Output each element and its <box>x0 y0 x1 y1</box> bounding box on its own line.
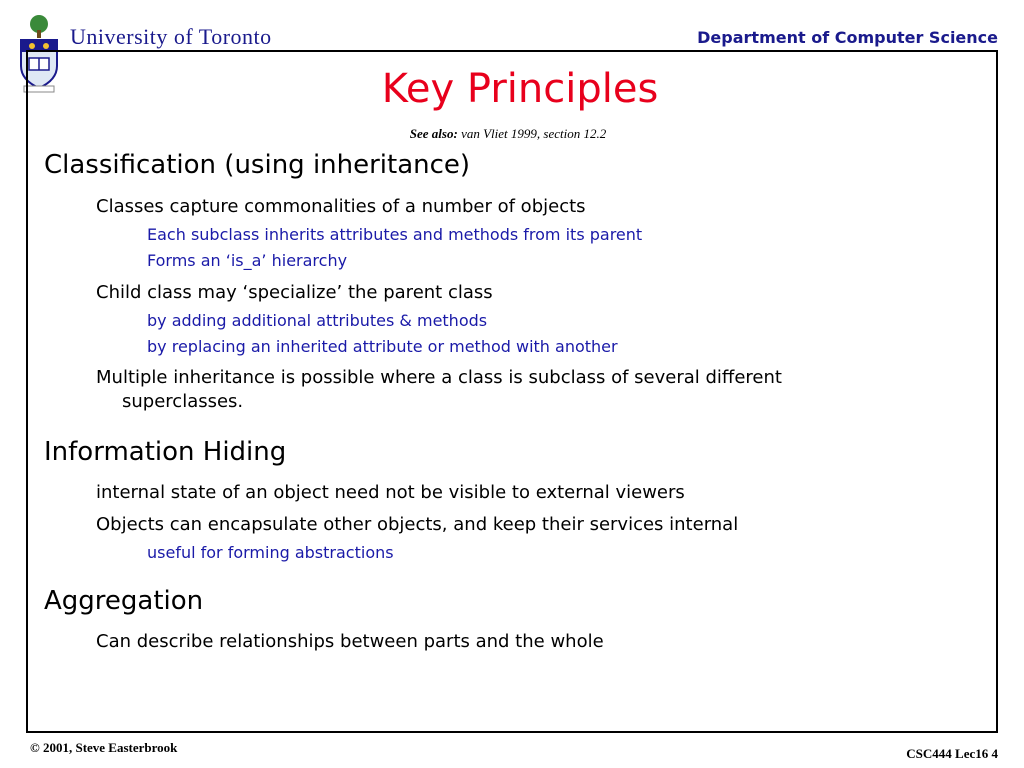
bullet-multiple-inheritance-line2: superclasses. <box>122 391 244 412</box>
bullet-internal-state: internal state of an object need not be visible to external viewers <box>96 482 685 503</box>
university-name: University of Toronto <box>70 24 272 49</box>
bullet-multiple-inheritance <box>96 366 966 414</box>
bullet-multiple-inheritance-line1: Multiple inheritance is possible where a class is subclass of several different <box>96 367 782 388</box>
section-heading-classification: Classification (using inheritance) <box>44 150 471 180</box>
subbullet-forming-abstractions: useful for forming abstractions <box>147 543 394 562</box>
bullet-encapsulate-objects: Objects can encapsulate other objects, and keep their services internal <box>96 514 739 535</box>
bullet-parts-whole: Can describe relationships between parts and the whole <box>96 631 604 652</box>
subbullet-replacing-attribute: by replacing an inherited attribute or method with another <box>147 337 618 356</box>
department-name: Department of Computer Science <box>697 28 998 47</box>
footer-copyright: © 2001, Steve Easterbrook <box>30 740 178 755</box>
see-also-reference <box>0 126 1016 142</box>
section-heading-aggregation: Aggregation <box>44 586 204 616</box>
see-also-label: See also: <box>409 126 458 141</box>
subbullet-is-a-hierarchy: Forms an ‘is_a’ hierarchy <box>147 251 348 270</box>
bullet-child-specialize: Child class may ‘specialize’ the parent class <box>96 282 493 303</box>
slide-title: Key Principles <box>381 66 659 112</box>
subbullet-subclass-inherits: Each subclass inherits attributes and methods from its parent <box>147 225 643 244</box>
footer-course-page: CSC444 Lec16 4 <box>906 746 998 761</box>
subbullet-adding-attributes: by adding additional attributes & methods <box>147 311 488 330</box>
section-heading-information-hiding: Information Hiding <box>44 437 287 467</box>
bullet-classes-capture: Classes capture commonalities of a number of objects <box>96 196 586 217</box>
see-also-citation: van Vliet 1999, section 12.2 <box>461 126 607 141</box>
